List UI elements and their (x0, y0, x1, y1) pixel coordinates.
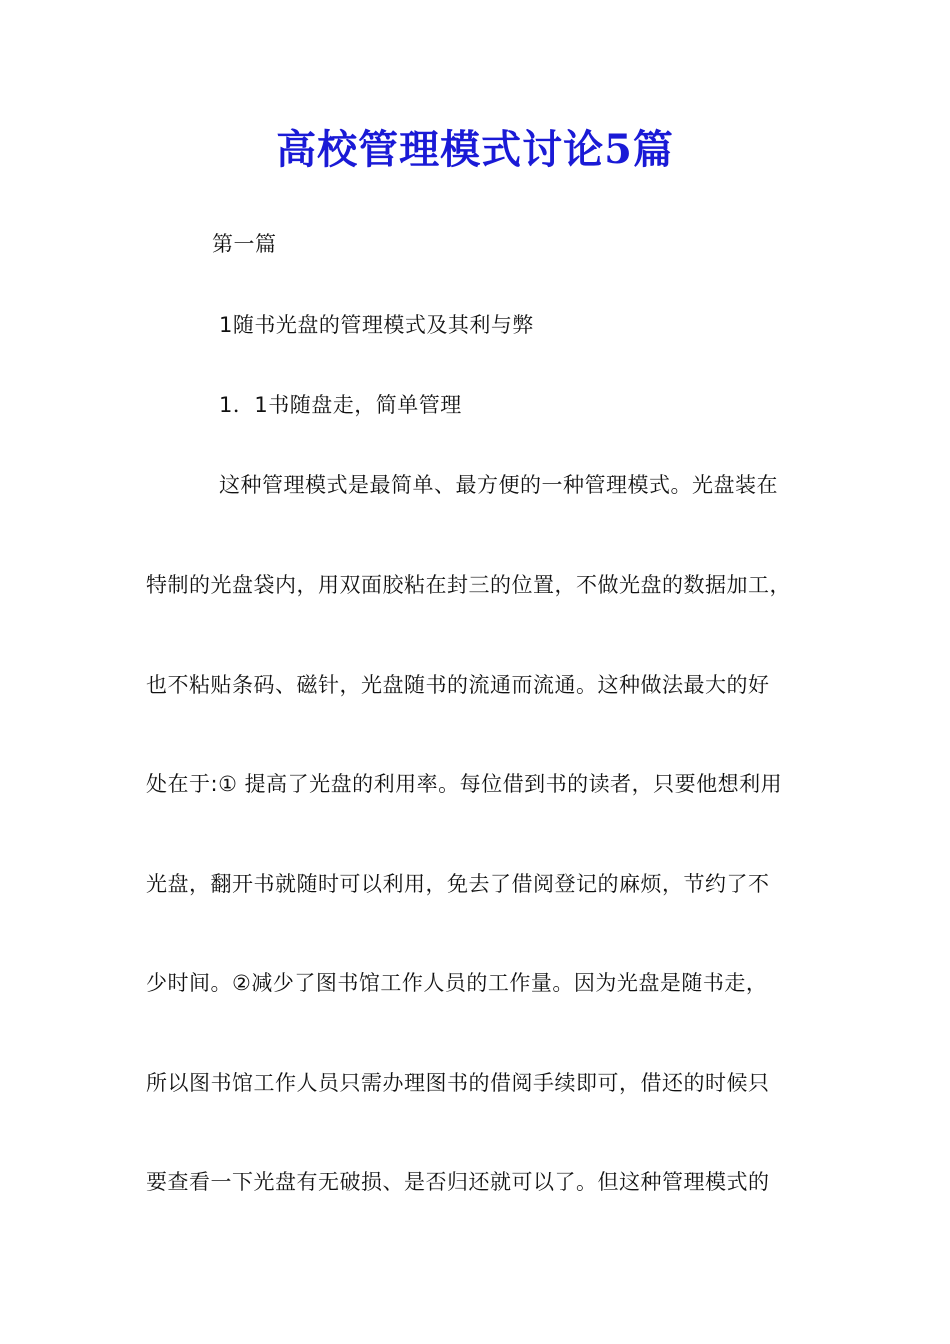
paragraph-line: 处在于:① 提高了光盘的利用率。每位借到书的读者，只要他想利用 (146, 772, 783, 796)
heading-1: 1随书光盘的管理模式及其利与弊 (219, 313, 534, 337)
paragraph-line: 这种管理模式是最简单、最方便的一种管理模式。光盘装在 (219, 473, 778, 497)
paragraph-line: 要查看一下光盘有无破损、是否归还就可以了。但这种管理模式的 (146, 1170, 770, 1194)
paragraph-line: 少时间。②减少了图书馆工作人员的工作量。因为光盘是随书走， (146, 971, 768, 995)
section-label: 第一篇 (212, 232, 277, 256)
paragraph-line: 也不粘贴条码、磁针，光盘随书的流通而流通。这种做法最大的好 (146, 673, 770, 697)
document-title: 高校管理模式讨论5篇 (276, 126, 674, 173)
paragraph-line: 特制的光盘袋内，用双面胶粘在封三的位置，不做光盘的数据加工， (146, 573, 791, 597)
paragraph-line: 光盘，翻开书就随时可以利用，免去了借阅登记的麻烦，节约了不 (146, 872, 770, 896)
paragraph-line: 所以图书馆工作人员只需办理图书的借阅手续即可，借还的时候只 (146, 1071, 770, 1095)
heading-1-1: 1．1书随盘走，简单管理 (219, 393, 462, 417)
